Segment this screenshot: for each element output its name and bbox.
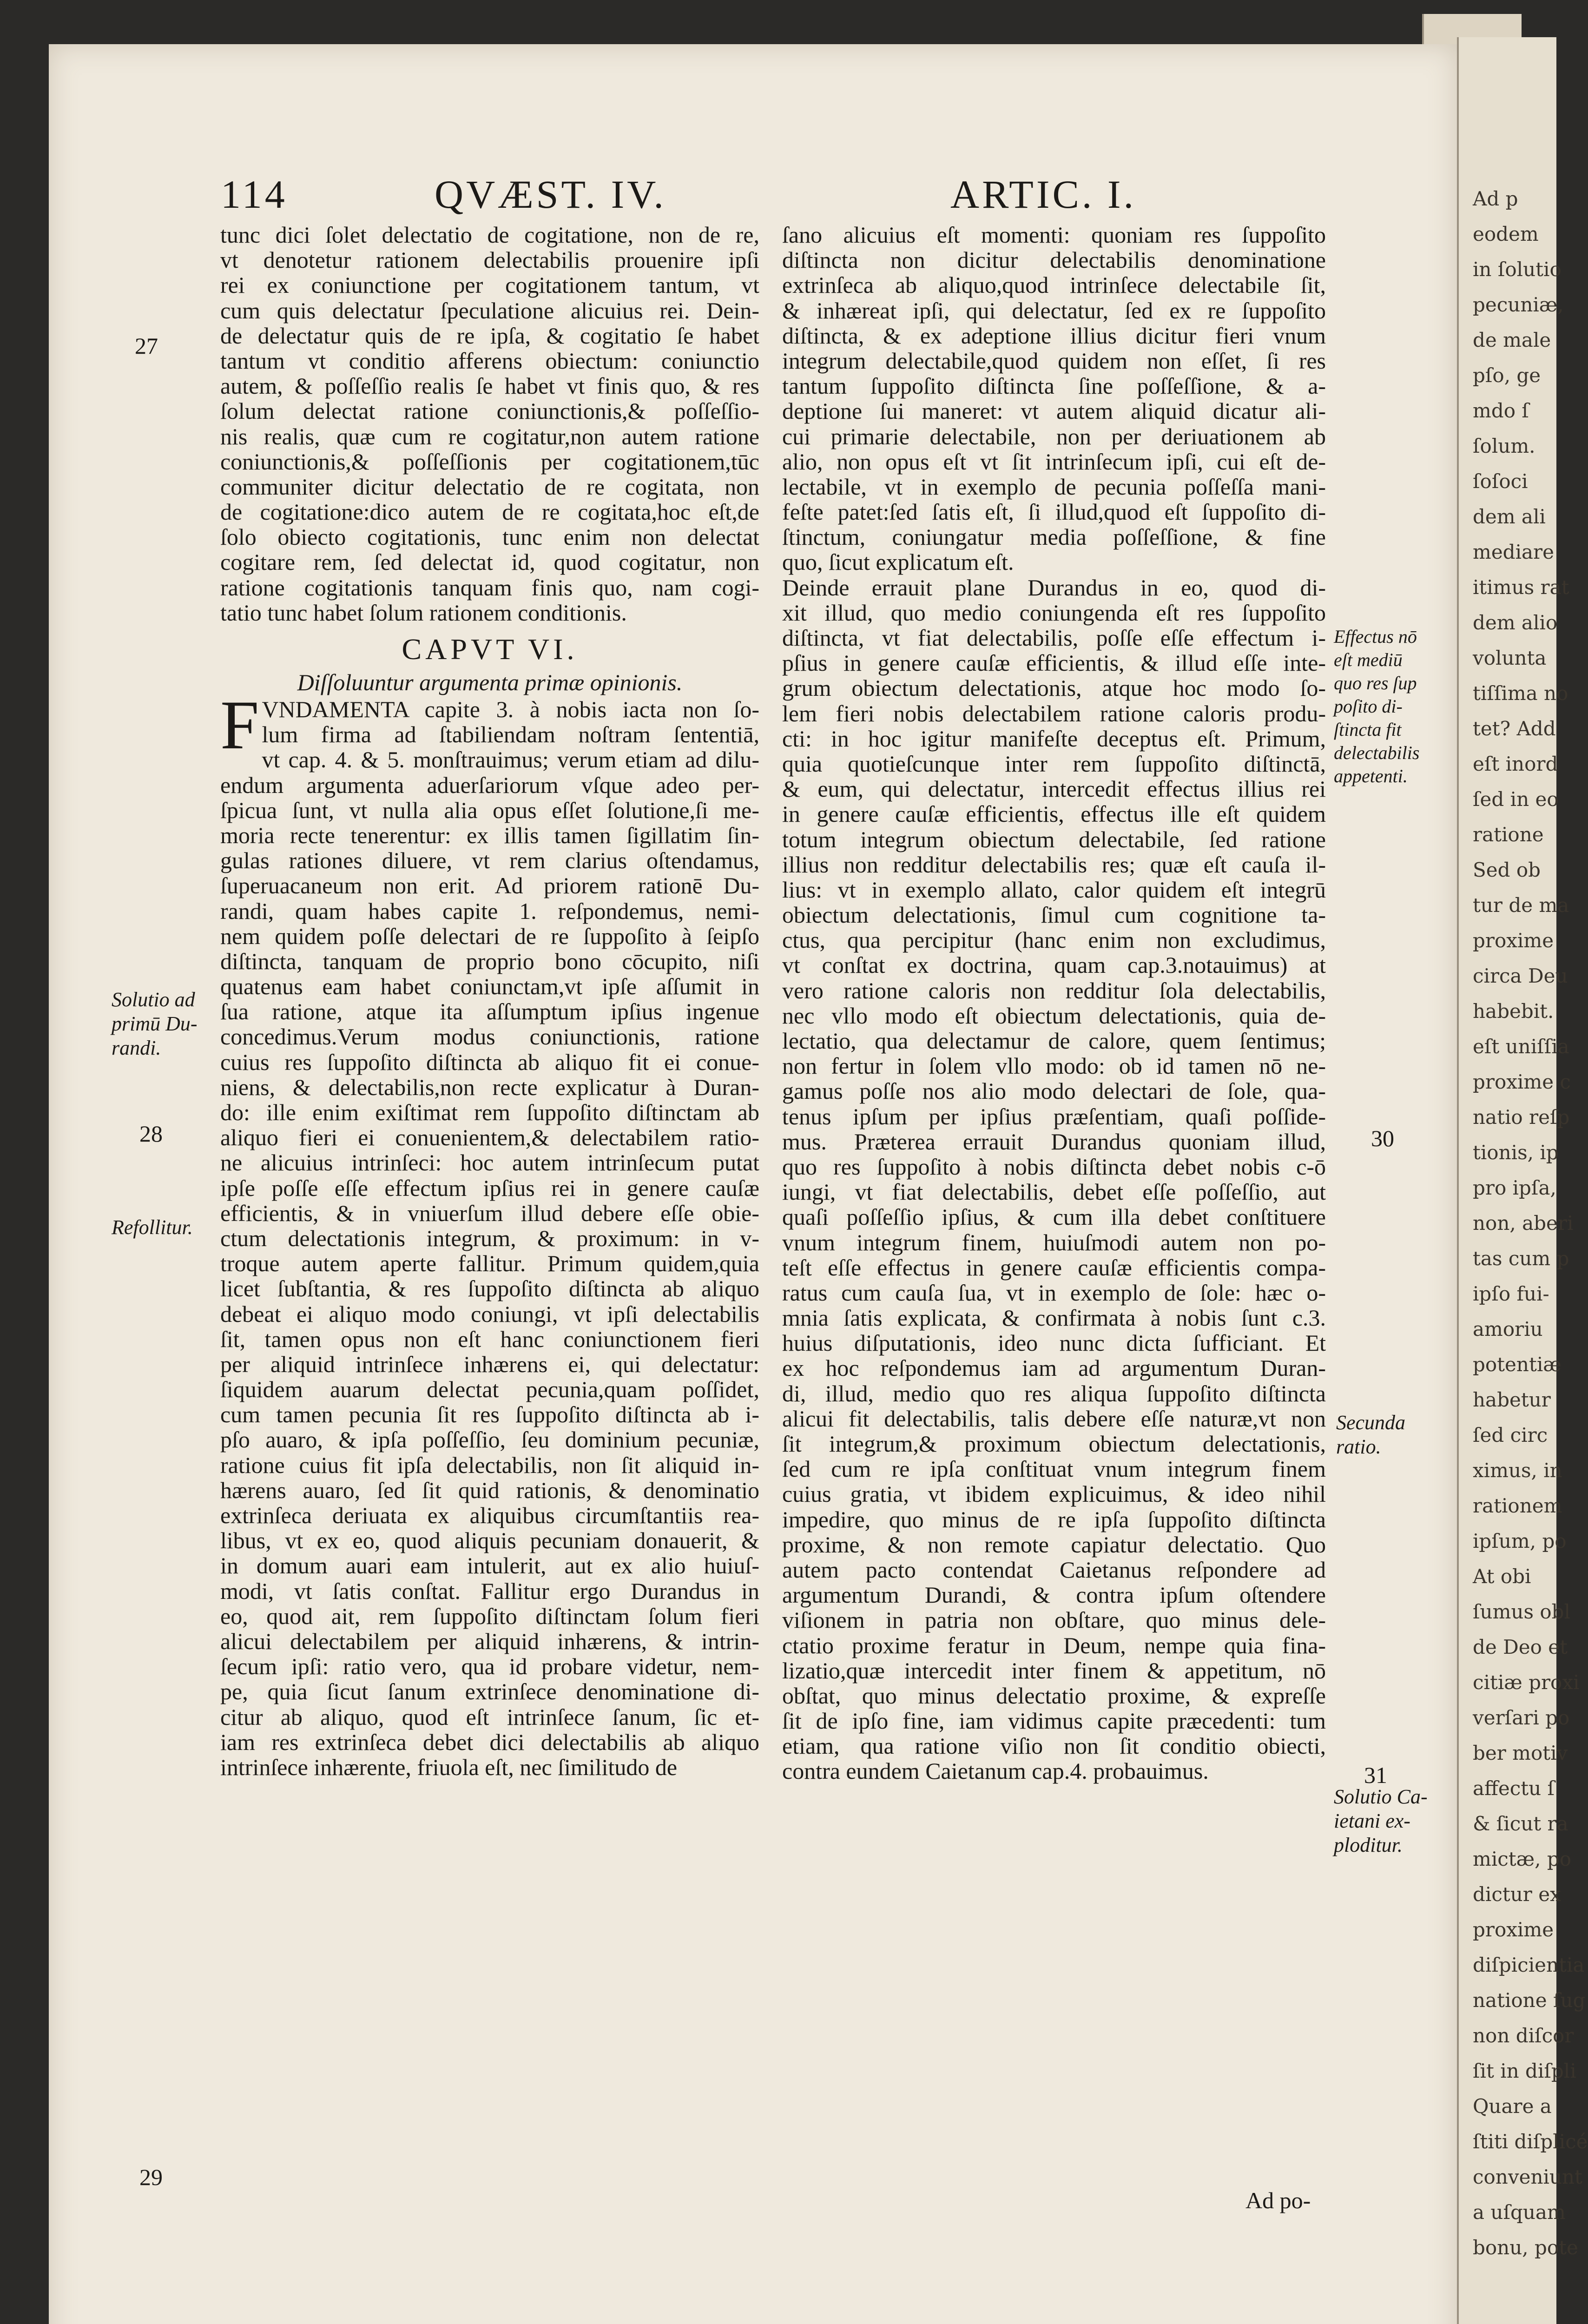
bleed-line: tas cum p: [1473, 1247, 1569, 1270]
text-line: lius: vt in exemplo allato, calor quidem eſt integrū: [782, 876, 1326, 903]
text-line: extrinſeca deriuata ex aliquibus circumſtantiis rea-: [220, 1502, 759, 1528]
text-line: pe, quia ſicut ſanum extrinſece denominatione di-: [220, 1678, 759, 1705]
text-line: hærens auaro, ſed ſit quid rationis, & denominatio: [220, 1477, 759, 1503]
text-line: pſo auaro, & ipſa poſſeſſio, ſeu dominium pecuniæ,: [220, 1426, 759, 1453]
text-line: gamus poſſe nos alio modo delectari de ſole, qua-: [782, 1078, 1326, 1104]
next-page-bleed-text: [1473, 181, 1588, 2265]
bleed-line: eſt uniſſia: [1473, 1035, 1569, 1058]
left-column-text-after: [220, 687, 759, 1780]
text-line: tantum vt conditio afferens obiectum: coniunctio: [220, 347, 759, 374]
text-line: alicui fit delectabilis, talis debere eſſe naturæ,vt non: [782, 1405, 1326, 1432]
bleed-line: dem ali: [1473, 505, 1546, 528]
text-line: deptione ſui maneret: vt autem aliquid dicatur ali-: [782, 398, 1326, 424]
text-line: contra eundem Caietanum cap.4. probauimus.: [782, 1758, 1209, 1784]
text-line: cogitare rem, ſed delectat id, quod cogitatur, non: [220, 549, 759, 575]
bleed-line: a uſquam: [1473, 2201, 1566, 2224]
margin-note-effectus: [1334, 625, 1431, 788]
text-line: tenus ipſum per ipſius præſentiam, quaſi poſſide-: [782, 1103, 1326, 1129]
text-line: rei ex coniunctione per cogitationem tantum, vt: [220, 272, 759, 298]
margin-note-line: eſt mediū: [1334, 649, 1403, 670]
text-line: mnia ſatis explicata, & confirmata à nobis ſunt c.3.: [782, 1305, 1326, 1331]
bleed-line: habetur: [1473, 1388, 1551, 1411]
text-line: licet ſubſtantia, & res ſuppoſito diſtincta ab aliquo: [220, 1275, 759, 1302]
text-line: ipſe poſſe eſſe effectum ipſius rei in genere cauſæ: [220, 1175, 759, 1201]
bleed-line: ſed circ: [1473, 1424, 1548, 1446]
text-line: ratus cum cauſa ſua, vt in exemplo de ſole: hæc o-: [782, 1279, 1326, 1306]
text-line: integrum delectabile,quod quidem non eſſet, ſi res: [782, 347, 1326, 374]
bleed-line: affectu ſ: [1473, 1777, 1555, 1800]
text-line: ſiquidem auarum delectat pecunia,quam poſſidet,: [220, 1376, 759, 1403]
margin-note-solutio-caietani: [1334, 1785, 1431, 1857]
text-line: autem pacto contendat Caietanus reſpondere ad: [782, 1556, 1326, 1583]
text-line: cum quis delectatur ſpeculatione alicuius rei. Dein-: [220, 297, 759, 324]
bleed-line: Quare a: [1473, 2095, 1552, 2118]
bleed-line: eodem: [1473, 223, 1539, 245]
text-line: obſtat, quo minus delectatio proxime, & expreſſe: [782, 1682, 1326, 1709]
text-line: eo, quod ait, rem ſuppoſito diſtinctam ſolum fieri: [220, 1603, 759, 1629]
margin-note-line: ploditur.: [1334, 1834, 1403, 1856]
bleed-line: proxime: [1473, 929, 1554, 952]
article-title: ARTIC. I.: [950, 172, 1136, 217]
text-line: mus. Præterea errauit Durandus quoniam illud,: [782, 1128, 1326, 1155]
bleed-line: & ſicut ra: [1473, 1812, 1568, 1835]
text-line: ſed cum re ipſa conſtituat vnum integrum finem: [782, 1456, 1326, 1482]
text-line: quatenus eam habet coniunctam,vt ipſe aſſumit in: [220, 973, 759, 1000]
text-line: teſt eſſe effectus in genere cauſæ efficientis compa-: [782, 1254, 1326, 1281]
bleed-line: non, aberi: [1473, 1212, 1574, 1235]
text-line: vero ratione caloris non redditur ſola delectabilis,: [782, 977, 1326, 1004]
bleed-line: conveniunt: [1473, 2166, 1582, 2188]
text-line: obiectum delectationis, ſimul cum cognitione ta-: [782, 902, 1326, 928]
margin-note-line: Solutio ad: [112, 988, 195, 1011]
margin-note-solutio: [112, 988, 218, 1060]
text-line: alio, non opus eſt vt ſit intrinſecum ipſi, cui eſt de-: [782, 448, 1326, 475]
text-line: ctum delectationis integrum, & proximum: in v-: [220, 1225, 759, 1251]
text-line: gulas rationes diluere, vt rem clarius oſtendamus,: [220, 847, 759, 874]
text-line: tunc dici ſolet delectatio de cogitatione, non de re,: [220, 222, 759, 248]
bleed-line: de Deo et: [1473, 1636, 1568, 1658]
margin-note-line: primū Du-: [112, 1012, 198, 1035]
text-line: iungi, vt fiat delectabilis, debet eſſe poſſeſſio, aut: [782, 1179, 1326, 1205]
text-line: diſtincta non dicitur delectabilis denominatione: [782, 247, 1326, 273]
text-line: Deinde errauit plane Durandus in eo, quod di-: [782, 574, 1326, 601]
margin-note-line: appetenti.: [1334, 766, 1408, 786]
text-line: niens, & delectabilis,non recte explicatur à Duran-: [220, 1074, 759, 1100]
bleed-line: proxime: [1473, 1918, 1554, 1941]
bleed-line: in ſolutio: [1473, 258, 1562, 281]
bleed-line: diſpicientia: [1473, 1954, 1585, 1976]
bleed-line: bonu, pote: [1473, 2236, 1578, 2259]
text-line: diſtincta, tanquam de proprio bono cōcupito, niſi: [220, 948, 759, 974]
margin-number-27: 27: [135, 333, 158, 359]
bleed-line: ſed in eo: [1473, 788, 1559, 811]
margin-note-line: ietani ex-: [1334, 1809, 1410, 1832]
bleed-line: ipſo fui-: [1473, 1282, 1549, 1305]
bleed-line: amoriu: [1473, 1318, 1543, 1340]
bleed-line: natio reſp: [1473, 1106, 1570, 1129]
text-line: pſius in genere cauſæ efficientis, & illud eſſe inte-: [782, 650, 1326, 676]
bleed-line: itimus rat: [1473, 576, 1569, 599]
text-line: modi, vt ſatis conſtat. Fallitur ergo Durandus in: [220, 1578, 759, 1604]
text-line: aliquo fieri ei conuenientem,& delectabilem ratio-: [220, 1124, 759, 1151]
bleed-line: circa Deu: [1473, 964, 1568, 987]
margin-number-28: 28: [139, 1121, 163, 1147]
margin-number-29: 29: [139, 2164, 163, 2190]
bleed-line: At obi: [1473, 1565, 1531, 1588]
text-line: proxime, & non remote capiatur delectatio. Quo: [782, 1531, 1326, 1558]
text-line: viſionem in patria non obſtare, quo minus dele-: [782, 1607, 1326, 1633]
bleed-line: de male: [1473, 329, 1551, 351]
text-line: ne alicuius intrinſeci: hoc autem intrinſecum putat: [220, 1149, 759, 1176]
text-line: debeat ei aliquo modo coniungi, vt ipſi delectabilis: [220, 1301, 759, 1327]
text-line: tantum ſuppoſito diſtincta ſine poſſeſſione, & a-: [782, 373, 1326, 399]
margin-note-refollitur: Refollitur.: [112, 1216, 193, 1239]
bleed-line: pro ipſa,: [1473, 1176, 1556, 1199]
text-line: ſpicua ſunt, vt nulla alia opus eſſet ſolutione,ſi me-: [220, 797, 759, 823]
bleed-line: ſumus obl: [1473, 1600, 1570, 1623]
text-line: & eum, qui delectatur, intercedit effectus illius rei: [782, 776, 1326, 802]
text-line: ſtinctum, coniungatur media poſſeſſione, & fine: [782, 524, 1326, 550]
margin-number-31: 31: [1364, 1762, 1387, 1788]
text-line: per aliquid intrinſece inhærens ei, qui delectatur:: [220, 1351, 759, 1377]
bleed-line: pecuniæ,: [1473, 293, 1564, 316]
bleed-line: non diſcor: [1473, 2024, 1574, 2047]
text-line: vt cap. 4. & 5. monſtrauimus; verum etiam ad dilu-: [262, 746, 759, 773]
text-line: troque autem aperte fallitur. Primum quidem,quia: [220, 1250, 759, 1277]
bleed-line: Sed ob: [1473, 858, 1541, 881]
next-page-edge: [1457, 37, 1588, 2324]
text-line: lectabile, vt in exemplo de pecunia poſſeſſa mani-: [782, 473, 1326, 500]
text-line: di, illud, medio quo res aliqua ſuppoſito diſtincta: [782, 1380, 1326, 1406]
page-number: 114: [221, 172, 288, 217]
bleed-line: habebit.: [1473, 1000, 1554, 1023]
text-line: vt denotetur rationem delectabilis prouenire ipſi: [220, 247, 759, 273]
text-line: nis realis, quæ cum re cogitatur,non autem ratione: [220, 423, 759, 449]
bleed-line: rationem: [1473, 1494, 1562, 1517]
margin-note-secunda: [1336, 1411, 1429, 1459]
text-line: quaſi poſſeſſio ipſius, & cum illa debet conſtituere: [782, 1204, 1326, 1230]
text-line: iam res extrinſeca debet dici delectabilis ab aliquo: [220, 1729, 759, 1755]
text-line: argumentum Durandi, & contra ipſum oſtendere: [782, 1582, 1326, 1608]
left-column: [220, 222, 759, 1780]
text-line: ſolum delectat ratione coniunctionis,& poſſeſſio-: [220, 398, 759, 424]
bleed-line: eſt inord: [1473, 753, 1558, 775]
margin-note-line: Solutio Ca-: [1334, 1785, 1428, 1808]
catchword: Ad po-: [1245, 2187, 1311, 2213]
bleed-line: ber motiv: [1473, 1742, 1568, 1764]
text-line: autem, & poſſeſſio realis ſe habet vt finis quo, & res: [220, 373, 759, 399]
text-line: extrinſeca ab aliquo,quod intrinſece delectabile ſit,: [782, 272, 1326, 298]
text-line: in domum auari eam intulerit, aut ex alio huiuſ-: [220, 1552, 759, 1579]
text-line: ſit, tamen opus non eſt hanc coniunctionem fieri: [220, 1326, 759, 1352]
bleed-line: pſo, ge: [1473, 364, 1541, 387]
text-line: lum firma ad ſtabiliendam noſtram ſententiā,: [262, 721, 759, 748]
text-line: non fertur in ſolem vllo modo: ob id tamen nō ne-: [782, 1053, 1326, 1079]
text-line: cuius gratia, vt ibidem explicuimus, & ideo nihil: [782, 1481, 1326, 1507]
text-line: de cogitatione:dico autem de re cogitata,hoc eſt,de: [220, 499, 759, 525]
text-line: nec vllo modo eſt obiectum delectationis, quia de-: [782, 1002, 1326, 1029]
bleed-line: ipſum, po: [1473, 1530, 1567, 1552]
text-line: ſolo obiecto cogitationis, tunc enim non delectat: [220, 524, 759, 550]
text-line: grum obiectum delectationis, atque hoc modo ſo-: [782, 675, 1326, 701]
bleed-line: tionis, ip: [1473, 1141, 1559, 1164]
text-line: lectatio, qua delectamur de calore, quem ſentimus;: [782, 1028, 1326, 1054]
text-line: citur ab aliquo, quod eſt intrinſece ſanum, ſic et-: [220, 1703, 759, 1730]
text-line: ctus, qua percipitur (hanc enim non excludimus,: [782, 927, 1326, 953]
text-line: do: ille enim exiſtimat rem ſuppoſito diſtinctam ab: [220, 1099, 759, 1125]
text-line: ex hoc reſpondemus iam ad argumentum Duran-: [782, 1355, 1326, 1381]
text-line: illius non redditur delectabilis res; quæ eſt cauſa il-: [782, 851, 1326, 878]
text-line: ctatio proxime feratur in Deum, nempe quia fina-: [782, 1632, 1326, 1658]
text-line: endum argumenta aduerſariorum vſque adeo per-: [220, 772, 759, 798]
text-line: huius diſputationis, ideo nunc dicta ſufficiant. Et: [782, 1330, 1326, 1356]
text-line: quia quotieſcunque inter rem ſuppoſito diſtinctā,: [782, 750, 1326, 777]
bleed-line: ſtiti diſplicé: [1473, 2130, 1588, 2153]
text-line: diſtincta, & ex adeptione illius dicitur fieri vnum: [782, 322, 1326, 349]
text-line: de delectatur quis de re ipſa, & cogitatio ſe habet: [220, 322, 759, 349]
text-line: vnum integrum finem, huiuſmodi autem non po-: [782, 1229, 1326, 1255]
text-line: & inhæreat ipſi, qui delectatur, ſed ex re ſuppoſito: [782, 297, 1326, 324]
text-line: concedimus.Verum modus coniunctionis, ratione: [220, 1023, 759, 1050]
text-line: ratione cuius fit ipſa delectabilis, non ſit aliquid in-: [220, 1452, 759, 1478]
bleed-line: ratione: [1473, 823, 1544, 846]
bleed-line: verſari po: [1473, 1706, 1570, 1729]
text-line: quo, ſicut explicatum eſt.: [782, 549, 1014, 575]
text-line: quo res ſuppoſito à nobis diſtincta debet nobis c-ō: [782, 1153, 1326, 1180]
text-line: moria recte tenerentur: ex illis tamen ſigillatim ſin-: [220, 822, 759, 848]
drop-capital: F: [220, 687, 259, 764]
margin-note-line: delectabilis: [1334, 742, 1420, 763]
running-header: [174, 171, 1304, 217]
bleed-line: ſit in diſpli: [1473, 2060, 1576, 2082]
margin-number-30: 30: [1371, 1125, 1394, 1151]
text-line: etiam, qua ratione viſio non ſit conditio obiecti,: [782, 1733, 1326, 1759]
text-line: totum integrum obiectum delectabile, ſed ratione: [782, 826, 1326, 852]
chapter-heading: CAPVT VI.: [402, 633, 578, 666]
text-line: lizatio,quæ intercedit inter finem & appetitum, nō: [782, 1657, 1326, 1684]
margin-note-line: randi.: [112, 1037, 161, 1059]
margin-note-line: quo res ſup: [1334, 673, 1417, 693]
text-line: lem fieri nobis delectabilem ratione caloris produ-: [782, 700, 1326, 726]
bleed-line: volunta: [1473, 647, 1547, 669]
bleed-line: tiſſima no: [1473, 682, 1568, 705]
bleed-line: citiæ proxi: [1473, 1671, 1580, 1694]
bleed-line: Ad p: [1473, 187, 1518, 210]
bleed-line: ſoſoci: [1473, 470, 1528, 493]
text-line: in genere cauſæ efficientis, effectus ille eſt quidem: [782, 801, 1326, 827]
text-line: libus, vt ex eo, quod aliquis pecuniam donauerit, &: [220, 1527, 759, 1554]
text-line: vt conſtat ex doctrina, quam cap.3.notauimus) at: [782, 952, 1326, 978]
text-line: cuius res ſuppoſito diſtincta ab aliquo fit ei conue-: [220, 1049, 759, 1075]
text-line: ratione cogitationis tanquam finis quo, nam cogi-: [220, 574, 759, 601]
margin-note-line: Effectus nō: [1334, 626, 1417, 647]
text-line: cum tamen pecunia ſit res ſuppoſito diſtincta ab i-: [220, 1401, 759, 1428]
right-column-text: [782, 222, 1326, 1784]
text-line: coniunctionis,& poſſeſſionis per cogitationem,tūc: [220, 448, 759, 475]
text-line: alicui delectabilem per aliquid inhærens, & intrin-: [220, 1628, 759, 1654]
bleed-line: mediare: [1473, 541, 1554, 563]
bleed-line: dictur ex: [1473, 1883, 1561, 1906]
text-line: randi, quam habes capite 1. reſpondemus, nemi-: [220, 898, 759, 924]
text-line: VNDAMENTA capite 3. à nobis iacta non ſo-: [262, 696, 759, 722]
text-line: ſano alicuius eſt momenti: quoniam res ſuppoſito: [782, 222, 1326, 248]
text-line: feſte patet:ſed ſatis eſt, ſi illud,quod eſt ſuppoſito di-: [782, 499, 1326, 525]
left-column-text-before: [220, 222, 759, 625]
text-line: ſuperuacaneum non erit. Ad priorem rationē Du-: [220, 872, 759, 899]
text-line: communiter dicitur delectatio de re cogitata, non: [220, 473, 759, 500]
bleed-line: tur de ma: [1473, 894, 1569, 917]
bleed-line: potentiæ: [1473, 1353, 1562, 1376]
question-title: QVÆST. IV.: [435, 172, 666, 217]
text-line: impedire, quo minus de re ipſa ſuppoſito diſtincta: [782, 1506, 1326, 1532]
bleed-line: mictæ, po: [1473, 1848, 1572, 1870]
margin-note-line: poſito di-: [1334, 696, 1403, 717]
text-line: ſua ratione, atque ita aſſumptum ipſius ingenue: [220, 998, 759, 1025]
bleed-line: ſolum.: [1473, 435, 1535, 457]
text-line: ſit de ipſo fine, iam vidimus capite præcedenti: tum: [782, 1708, 1326, 1734]
bleed-line: ximus, in: [1473, 1459, 1562, 1482]
text-line: ſit integrum,& proximum obiectum delectationis,: [782, 1431, 1326, 1457]
text-line: diſtincta, vt fiat delectabilis, poſſe eſſe effectum i-: [782, 625, 1326, 651]
text-line: xit illud, quo medio coniungenda eſt res ſuppoſito: [782, 599, 1326, 626]
text-line: cti: in hoc igitur manifeſte deceptus eſt. Primum,: [782, 725, 1326, 752]
text-line: tatio tunc habet ſolum rationem conditionis.: [220, 599, 627, 626]
text-line: intrinſece inhærente, friuola eſt, nec ſimilitudo de: [220, 1754, 678, 1780]
bleed-line: dem alio: [1473, 611, 1558, 634]
text-line: efficientis, & in vniuerſum illud debere eſſe obie-: [220, 1200, 759, 1226]
chapter-subheading: Diſſoluuntur argumenta primæ opinionis.: [297, 669, 683, 695]
text-line: ſecum ipſi: ratio vero, qua id probare videtur, nem-: [220, 1653, 759, 1680]
right-column: [782, 222, 1326, 1784]
margin-note-line: ratio.: [1336, 1435, 1381, 1458]
bleed-line: tet? Add: [1473, 717, 1556, 740]
text-line: cui primarie delectabile, non per deriuationem ab: [782, 423, 1326, 449]
margin-note-line: ſtincta fit: [1334, 719, 1402, 740]
text-line: nem quidem poſſe delectari de re ſuppoſito à ſeipſo: [220, 923, 759, 949]
bleed-line: mdo ſ: [1473, 399, 1529, 422]
bleed-line: natione ſug: [1473, 1989, 1586, 2012]
bleed-line: proxime c: [1473, 1070, 1571, 1093]
margin-note-line: Secunda: [1336, 1411, 1406, 1434]
